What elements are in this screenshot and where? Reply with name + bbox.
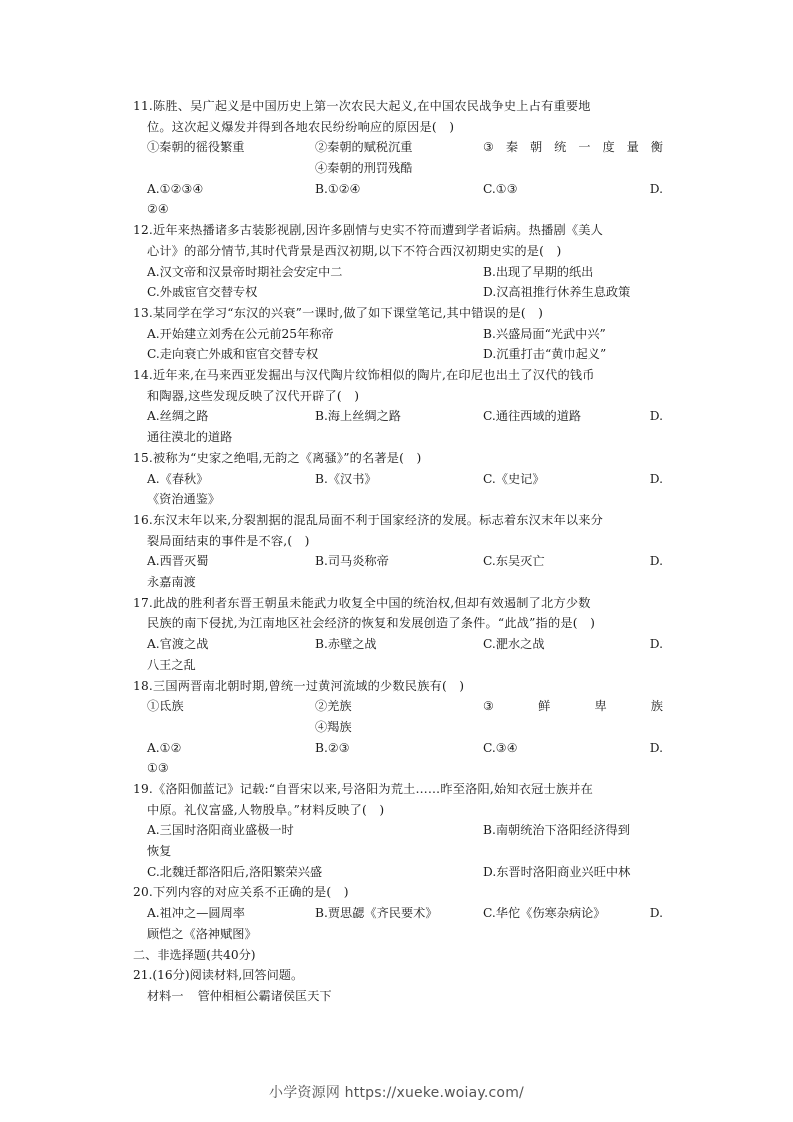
- option-c[interactable]: C.北魏迁都洛阳后,洛阳繁荣兴盛: [147, 864, 323, 879]
- question-12: [133, 220, 663, 303]
- statement-row: [133, 137, 663, 158]
- material-1: [133, 986, 663, 1007]
- option-b[interactable]: B.①②④: [315, 181, 361, 196]
- statement-1: ①秦朝的徭役繁重: [147, 140, 245, 155]
- option-row: [133, 282, 663, 303]
- option-a[interactable]: A.开始建立刘秀在公元前25年称帝: [147, 326, 334, 341]
- option-a[interactable]: A.①②: [147, 740, 182, 755]
- option-d[interactable]: D.: [649, 471, 663, 486]
- question-14: [133, 365, 663, 448]
- option-row: [133, 262, 663, 283]
- question-stem: 18.三国两晋南北朝时期,曾统一过黄河流域的少数民族有( ): [133, 678, 465, 693]
- footer-watermark: 小学资源网 https://xueke.woiay.com/: [269, 1085, 524, 1101]
- option-b[interactable]: B.贾思勰《齐民要术》: [315, 906, 438, 921]
- statement-4: ④羯族: [315, 719, 352, 734]
- option-a[interactable]: A.西晋灭蜀: [147, 554, 209, 569]
- option-a[interactable]: A.汉文帝和汉景帝时期社会安定中二: [147, 264, 343, 279]
- option-a[interactable]: A.官渡之战: [147, 637, 209, 652]
- option-d-continued: 八王之乱: [147, 657, 196, 672]
- question-stem: 16.东汉末年以来,分裂割据的混乱局面不利于国家经济的发展。标志着东汉末年以来分 裂局面结束的事件是不容,( ): [133, 512, 604, 548]
- option-c[interactable]: C.《史记》: [483, 471, 545, 486]
- material-text: 管仲相桓公霸诸侯匡天下: [197, 988, 332, 1003]
- statement-row: [133, 158, 663, 179]
- option-d[interactable]: D.沉重打击“黄巾起义”: [483, 347, 607, 362]
- option-d-continued: 顾恺之《洛神赋图》: [147, 926, 257, 941]
- question-16: [133, 510, 663, 593]
- option-b[interactable]: B.《汉书》: [315, 471, 377, 486]
- option-a[interactable]: A.《春秋》: [147, 471, 209, 486]
- question-stem: 13.某同学在学习“东汉的兴衰”一课时,做了如下课堂笔记,其中错误的是( ): [133, 305, 544, 320]
- statement-4: ④秦朝的刑罚残酷: [315, 161, 413, 176]
- option-d-continued: 永嘉南渡: [147, 575, 196, 590]
- question-17: [133, 593, 663, 676]
- option-d[interactable]: D.汉高祖推行休养生息政策: [483, 285, 631, 300]
- option-d[interactable]: D.: [649, 906, 663, 921]
- option-row: [133, 634, 663, 655]
- option-a[interactable]: A.①②③④: [147, 181, 204, 196]
- option-b[interactable]: B.赤壁之战: [315, 637, 377, 652]
- statement-2: ②秦朝的赋税沉重: [315, 140, 413, 155]
- option-row: [133, 469, 663, 490]
- option-b[interactable]: B.兴盛局面“光武中兴”: [483, 326, 606, 341]
- statement-3: ③ 秦 朝 统 一 度 量 衡: [483, 140, 663, 155]
- option-d[interactable]: D.: [649, 740, 663, 755]
- option-row: [133, 551, 663, 572]
- option-row: [133, 862, 663, 883]
- option-b-continued: 恢复: [147, 844, 172, 859]
- question-20: [133, 882, 663, 944]
- option-d-continued: ①③: [147, 761, 169, 776]
- option-d[interactable]: D.: [649, 181, 663, 196]
- option-b[interactable]: B.②③: [315, 740, 350, 755]
- option-b[interactable]: B.司马炎称帝: [315, 554, 389, 569]
- material-label: 材料一: [147, 988, 184, 1003]
- option-c[interactable]: C.华佗《伤寒杂病论》: [483, 906, 606, 921]
- question-19: [133, 779, 663, 882]
- option-a[interactable]: A.祖冲之—圆周率: [147, 906, 245, 921]
- statement-1: ①氐族: [147, 699, 184, 714]
- option-d[interactable]: D.: [649, 637, 663, 652]
- option-d-continued: ②④: [147, 202, 169, 217]
- question-stem: 14.近年来,在马来西亚发掘出与汉代陶片纹饰相似的陶片,在印尼也出土了汉代的钱币 和陶器,这些发现反映了汉代开辟了( ): [133, 368, 595, 403]
- option-d-continued: 《资治通鉴》: [147, 492, 221, 507]
- option-d[interactable]: D.东晋时洛阳商业兴旺中林: [483, 864, 631, 879]
- question-15: [133, 448, 663, 510]
- option-b[interactable]: B.南朝统治下洛阳经济得到: [483, 823, 630, 838]
- question-stem: 17.此战的胜利者东晋王朝虽未能武力收复全中国的统治权,但却有效遏制了北方少数 民族的南下侵扰,为江南地区社会经济的恢复和发展创造了条件。“此战”指的是( ): [133, 595, 596, 631]
- option-c[interactable]: C.东吴灭亡: [483, 554, 545, 569]
- statement-row: [133, 717, 663, 738]
- option-row: [133, 903, 663, 924]
- question-stem: 19.《洛阳伽蓝记》记载:“自晋宋以来,号洛阳为荒土……昨至洛阳,始知衣冠士族并在 中原。礼仪富盛,人物殷阜。”材料反映了( ): [133, 781, 594, 817]
- option-d-continued: 通往漠北的道路: [147, 430, 233, 445]
- question-21-stem: 21.(16分)阅读材料,回答问题。: [133, 968, 304, 983]
- option-row: [133, 406, 663, 427]
- question-13: [133, 303, 663, 365]
- statement-2: ②羌族: [315, 699, 352, 714]
- section-heading: 二、非选择题(共40分): [133, 947, 256, 962]
- question-11: [133, 96, 663, 220]
- question-stem: 15.被称为“史家之绝唱,无韵之《离骚》”的名著是( ): [133, 450, 422, 465]
- option-b[interactable]: B.出现了早期的纸出: [483, 264, 594, 279]
- question-stem: 11.陈胜、吴广起义是中国历史上第一次农民大起义,在中国农民战争史上占有重要地 位。这次起义爆发并得到各地农民纷纷响应的原因是( ): [133, 99, 591, 134]
- statement-row: [133, 696, 663, 717]
- question-18: [133, 676, 663, 779]
- option-row: [133, 179, 663, 200]
- option-b[interactable]: B.海上丝绸之路: [315, 409, 401, 424]
- option-row: [133, 820, 663, 841]
- option-d[interactable]: D.: [649, 409, 663, 424]
- option-row: [133, 324, 663, 345]
- option-c[interactable]: C.通往西域的道路: [483, 409, 582, 424]
- option-row: [133, 738, 663, 759]
- option-a[interactable]: A.三国时洛阳商业盛极一时: [147, 823, 294, 838]
- option-a[interactable]: A.丝绸之路: [147, 409, 209, 424]
- question-stem: 12.近年来热播诸多古装影视剧,因许多剧情与史实不符而遭到学者诟病。热播剧《美人 心计》的部分情节,其时代背景是西汉初期,以下不符合西汉初期史实的是( ): [133, 223, 604, 258]
- option-c[interactable]: C.淝水之战: [483, 637, 545, 652]
- option-c[interactable]: C.①③: [483, 181, 518, 196]
- question-list: [133, 96, 663, 1007]
- option-c[interactable]: C.走向衰亡外戚和宦官交替专权: [147, 347, 319, 362]
- question-stem: 20.下列内容的对应关系不正确的是( ): [133, 885, 349, 900]
- option-d[interactable]: D.: [649, 554, 663, 569]
- option-c[interactable]: C.③④: [483, 740, 518, 755]
- option-row: [133, 344, 663, 365]
- option-c[interactable]: C.外戚宦官交替专权: [147, 285, 258, 300]
- statement-3: ③ 鲜 卑 族: [483, 699, 663, 714]
